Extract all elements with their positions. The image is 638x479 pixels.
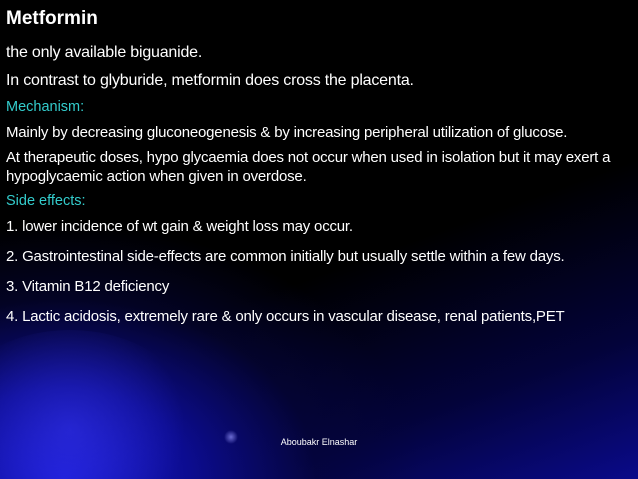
list-item: 4. Lactic acidosis, extremely rare & only occurs in vascular disease, renal patients,PET — [6, 308, 565, 325]
list-item: 2. Gastrointestinal side-effects are common initially but usually settle within a few days. — [6, 248, 565, 265]
text-line: At therapeutic doses, hypo glycaemia does not occur when used in isolation but it may exert a hypoglycaemic action when given in overdose. — [6, 149, 611, 185]
list-item: 3. Vitamin B12 deficiency — [6, 278, 170, 295]
slide-content — [6, 8, 632, 332]
text-line: the only available biguanide. — [6, 44, 203, 61]
text-line: In contrast to glyburide, metformin does cross the placenta. — [6, 72, 414, 89]
footer-author: Aboubakr Elnashar — [280, 437, 358, 447]
section-heading-side-effects: Side effects: — [6, 193, 86, 209]
background-glow — [0, 330, 200, 479]
text-line: Mainly by decreasing gluconeogenesis & by increasing peripheral utilization of glucose. — [6, 124, 568, 141]
section-heading-mechanism: Mechanism: — [6, 99, 85, 115]
list-item: 1. lower incidence of wt gain & weight loss may occur. — [6, 218, 353, 235]
slide-title: Metformin — [6, 8, 98, 29]
